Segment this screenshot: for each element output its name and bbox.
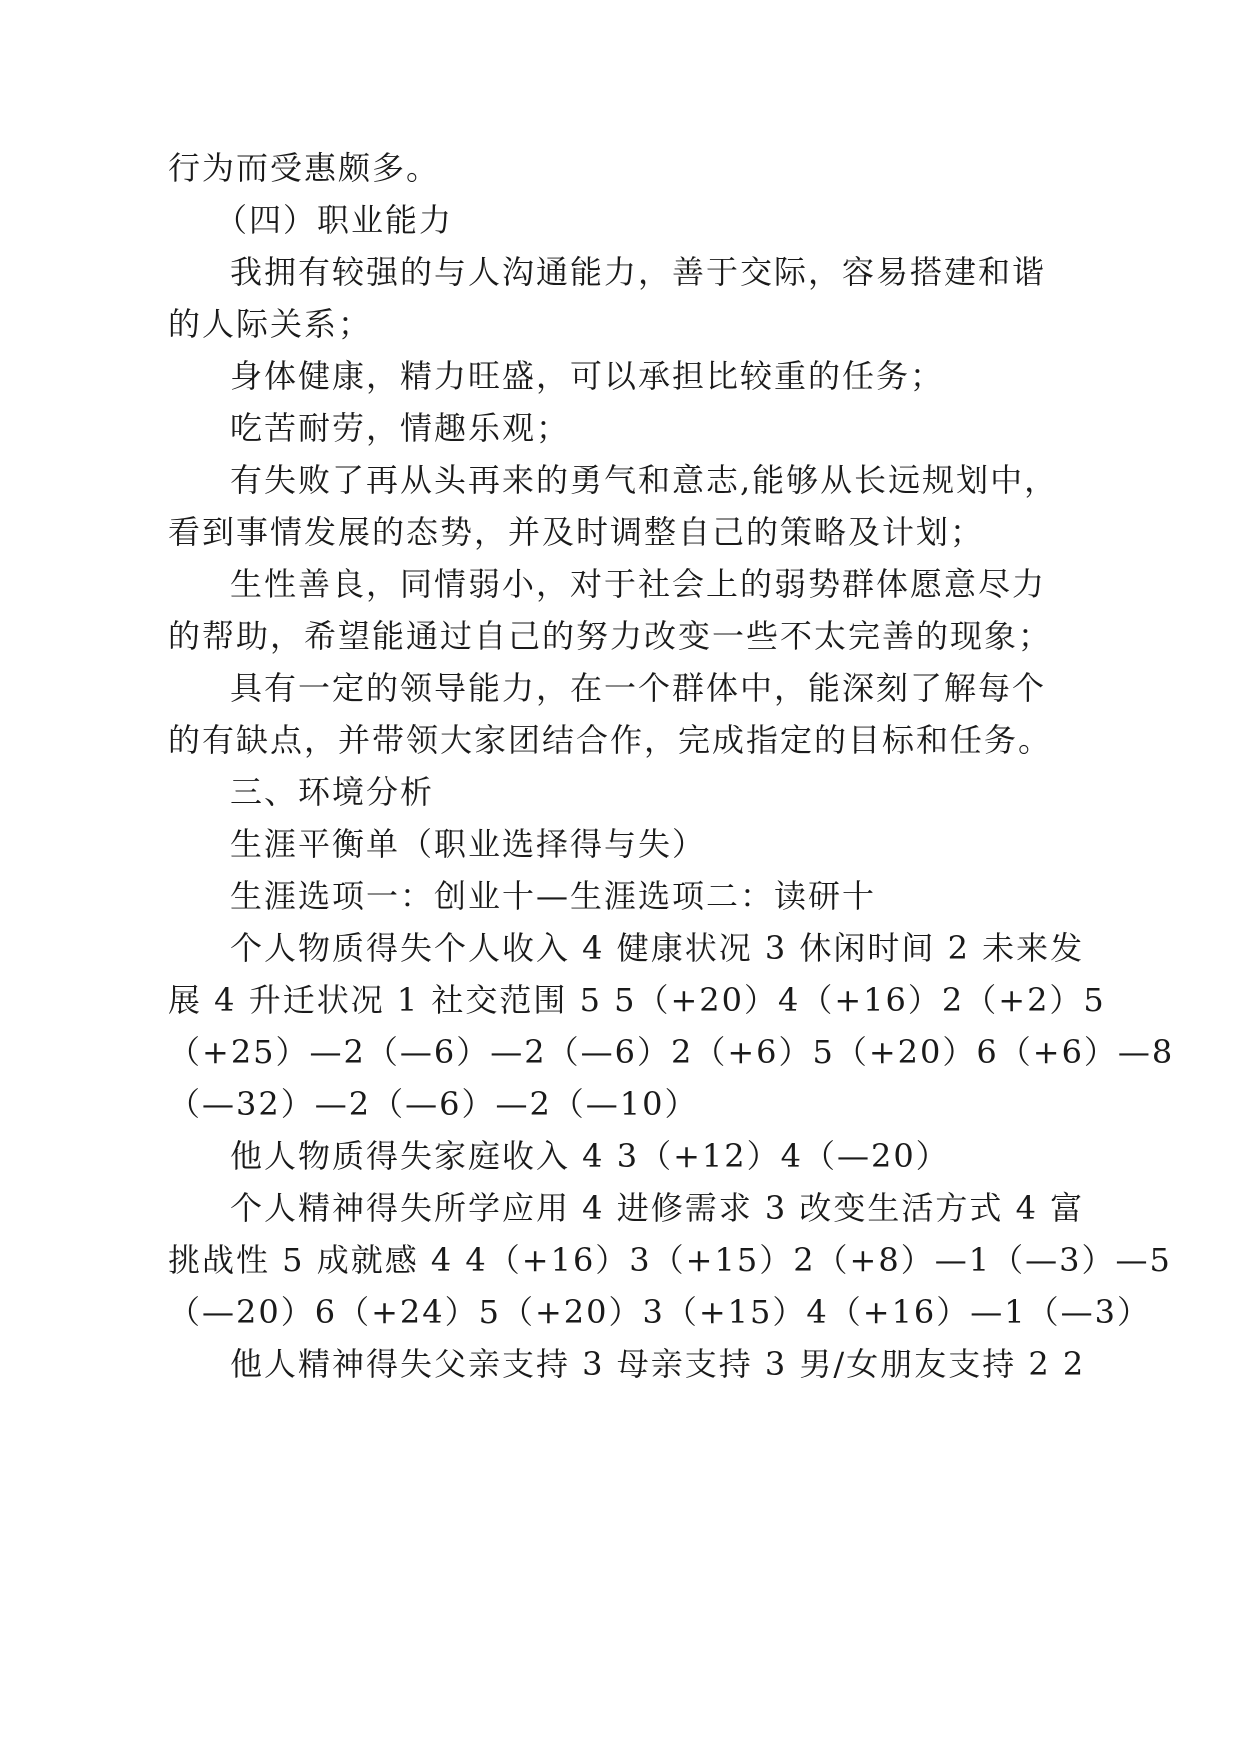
text-line: 看到事情发展的态势，并及时调整自己的策略及计划； (168, 513, 985, 551)
text-line: 挑战性 5 成就感 4 4（+16）3（+15）2（+8）—1（—3）—5 (168, 1241, 1172, 1279)
text-line: 的有缺点，并带领大家团结合作，完成指定的目标和任务。 (168, 721, 1053, 759)
text-line: 的人际关系； (168, 305, 373, 343)
text-line: （—32）—2（—6）—2（—10） (168, 1085, 699, 1123)
text-line: 展 4 升迁状况 1 社交范围 5 5（+20）4（+16）2（+2）5 (168, 981, 1106, 1019)
text-line: 身体健康，精力旺盛，可以承担比较重的任务； (230, 357, 945, 395)
text-line: 个人物质得失个人收入 4 健康状况 3 休闲时间 2 未来发 (230, 929, 1085, 967)
text-line: 他人精神得失父亲支持 3 母亲支持 3 男/女朋友支持 2 2 (230, 1345, 1086, 1383)
text-line: 行为而受惠颇多。 (168, 149, 441, 187)
text-line: 生涯选项一：创业十—生涯选项二：读研十 (230, 877, 877, 915)
text-line: 生涯平衡单（职业选择得与失） (230, 825, 707, 863)
text-line: 的帮助，希望能通过自己的努力改变一些不太完善的现象； (168, 617, 1053, 655)
text-line: 个人精神得失所学应用 4 进修需求 3 改变生活方式 4 富 (230, 1189, 1085, 1227)
text-line: 我拥有较强的与人沟通能力，善于交际，容易搭建和谐 (230, 253, 1047, 291)
text-line: （—20）6（+24）5（+20）3（+15）4（+16）—1（—3） (168, 1293, 1152, 1331)
section-heading: 三、环境分析 (230, 773, 435, 811)
text-line: 他人物质得失家庭收入 4 3（+12）4（—20） (230, 1137, 950, 1175)
text-line: 具有一定的领导能力，在一个群体中，能深刻了解每个 (230, 669, 1047, 707)
text-line: （+25）—2（—6）—2（—6）2（+6）5（+20）6（+6）—8 (168, 1033, 1175, 1071)
text-line: 有失败了再从头再来的勇气和意志,能够从长远规划中， (230, 461, 1059, 499)
text-line: 生性善良，同情弱小，对于社会上的弱势群体愿意尽力 (230, 565, 1047, 603)
text-line: 吃苦耐劳，情趣乐观； (230, 409, 571, 447)
section-heading: （四）职业能力 (215, 201, 454, 239)
